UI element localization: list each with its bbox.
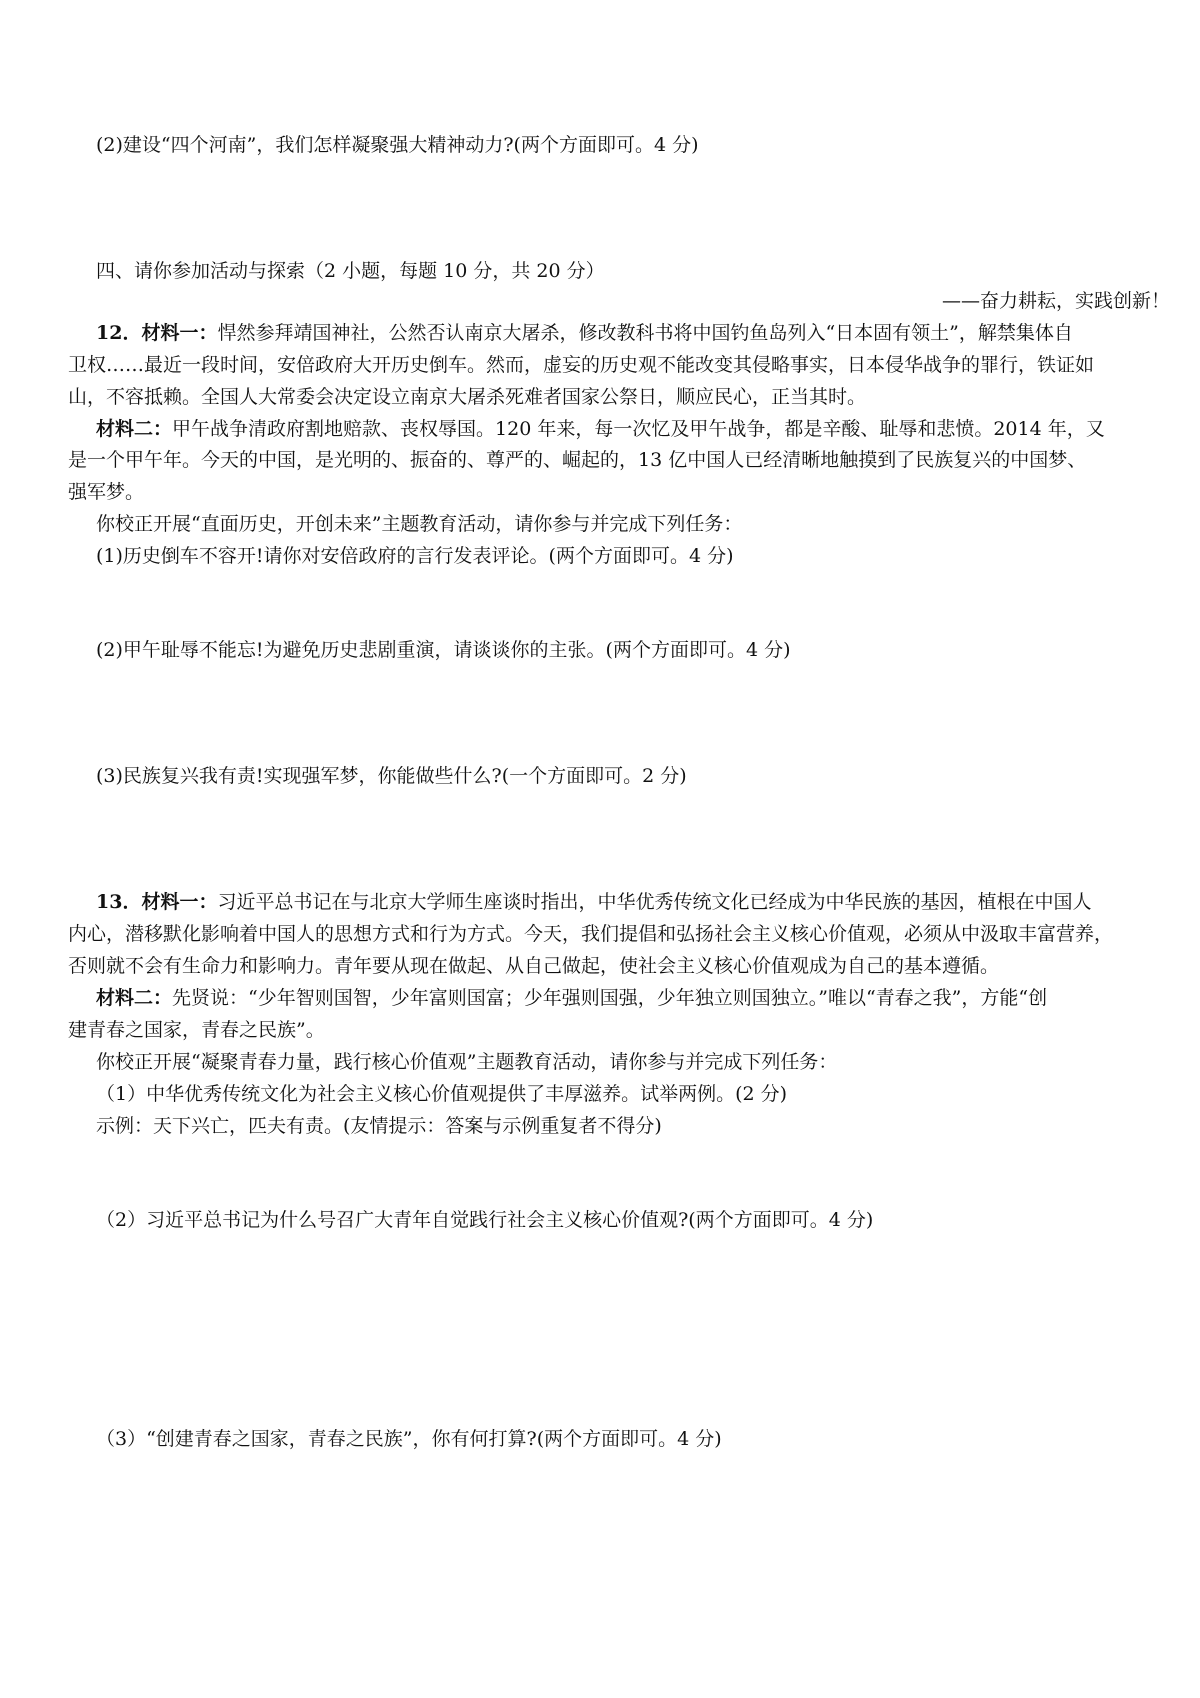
- q13-material2-label: 材料二：: [96, 987, 173, 1009]
- q13-material2-line2: 建青春之国家，青春之民族”。: [68, 1019, 325, 1041]
- q12-part1: (1)历史倒车不容开!请你对安倍政府的言行发表评论。(两个方面即可。4 分): [96, 545, 734, 567]
- q12-part2: (2)甲午耻辱不能忘!为避免历史悲剧重演，请谈谈你的主张。(两个方面即可。4 分): [96, 639, 791, 661]
- q13-material1-text: 习近平总书记在与北京大学师生座谈时指出，中华优秀传统文化已经成为中华民族的基因，植根在中国人: [217, 891, 1092, 913]
- q12-material1-line2: 卫权……最近一段时间，安倍政府大开历史倒车。然而，虚妄的历史观不能改变其侵略事实，日本侵华战争的罪行，铁证如: [68, 354, 1095, 376]
- q13-material1-line3: 否则就不会有生命力和影响力。青年要从现在做起、从自己做起，使社会主义核心价值观成为自己的基本遵循。: [68, 955, 1000, 977]
- q13-material2-text: 先贤说：“少年智则国智，少年富则国富；少年强则国强，少年独立则国独立。”唯以“青春之我”，方能“创: [172, 987, 1048, 1009]
- q12-material1-label: 12．材料一：: [96, 322, 218, 344]
- q12-task: 你校正开展“直面历史，开创未来”主题教育活动，请你参与并完成下列任务：: [96, 513, 743, 535]
- q12-material1-text: 悍然参拜靖国神社，公然否认南京大屠杀，修改教科书将中国钓鱼岛列入“日本固有领土”，解禁集体自: [217, 322, 1073, 344]
- q13-part1: （1）中华优秀传统文化为社会主义核心价值观提供了丰厚滋养。试举两例。(2 分): [96, 1083, 788, 1105]
- q13-task: 你校正开展“凝聚青春力量，践行核心价值观”主题教育活动，请你参与并完成下列任务：: [96, 1051, 838, 1073]
- q13-material1-label: 13．材料一：: [96, 891, 218, 913]
- q12-material2-line3: 强军梦。: [68, 481, 145, 503]
- q13-material2-line1: [96, 985, 1047, 1011]
- q12-material2-line2: 是一个甲午年。今天的中国，是光明的、振奋的、尊严的、崛起的，13 亿中国人已经清晰地触摸到了民族复兴的中国梦、: [68, 449, 1087, 471]
- q11-part2: (2)建设“四个河南”，我们怎样凝聚强大精神动力?(两个方面即可。4 分): [96, 134, 699, 156]
- q12-part3: (3)民族复兴我有责!实现强军梦，你能做些什么?(一个方面即可。2 分): [96, 765, 687, 787]
- q13-part3: （3）“创建青春之国家，青春之民族”，你有何打算?(两个方面即可。4 分): [96, 1428, 722, 1450]
- q12-material1-line1: [96, 320, 1073, 346]
- q12-material1-line3: 山，不容抵赖。全国人大常委会决定设立南京大屠杀死难者国家公祭日，顺应民心，正当其时。: [68, 386, 867, 408]
- q13-part2: （2）习近平总书记为什么号召广大青年自觉践行社会主义核心价值观?(两个方面即可。4 分): [96, 1209, 874, 1231]
- q13-material1-line1: [96, 889, 1091, 915]
- q12-material2-line1: [96, 416, 1105, 442]
- q12-material2-label: 材料二：: [96, 418, 173, 440]
- q12-material2-text: 甲午战争清政府割地赔款、丧权辱国。120 年来，每一次忆及甲午战争，都是辛酸、耻辱和悲愤。2014 年，又: [172, 418, 1105, 440]
- section4-motto: ——奋力耕耘，实践创新！: [941, 290, 1170, 312]
- q13-example: 示例：天下兴亡，匹夫有责。(友情提示：答案与示例重复者不得分): [96, 1115, 662, 1137]
- q13-material1-line2: 内心，潜移默化影响着中国人的思想方式和行为方式。今天，我们提倡和弘扬社会主义核心价值观，必须从中汲取丰富营养，: [68, 923, 1114, 945]
- section4-title: 四、请你参加活动与探索（2 小题，每题 10 分，共 20 分）: [96, 260, 605, 282]
